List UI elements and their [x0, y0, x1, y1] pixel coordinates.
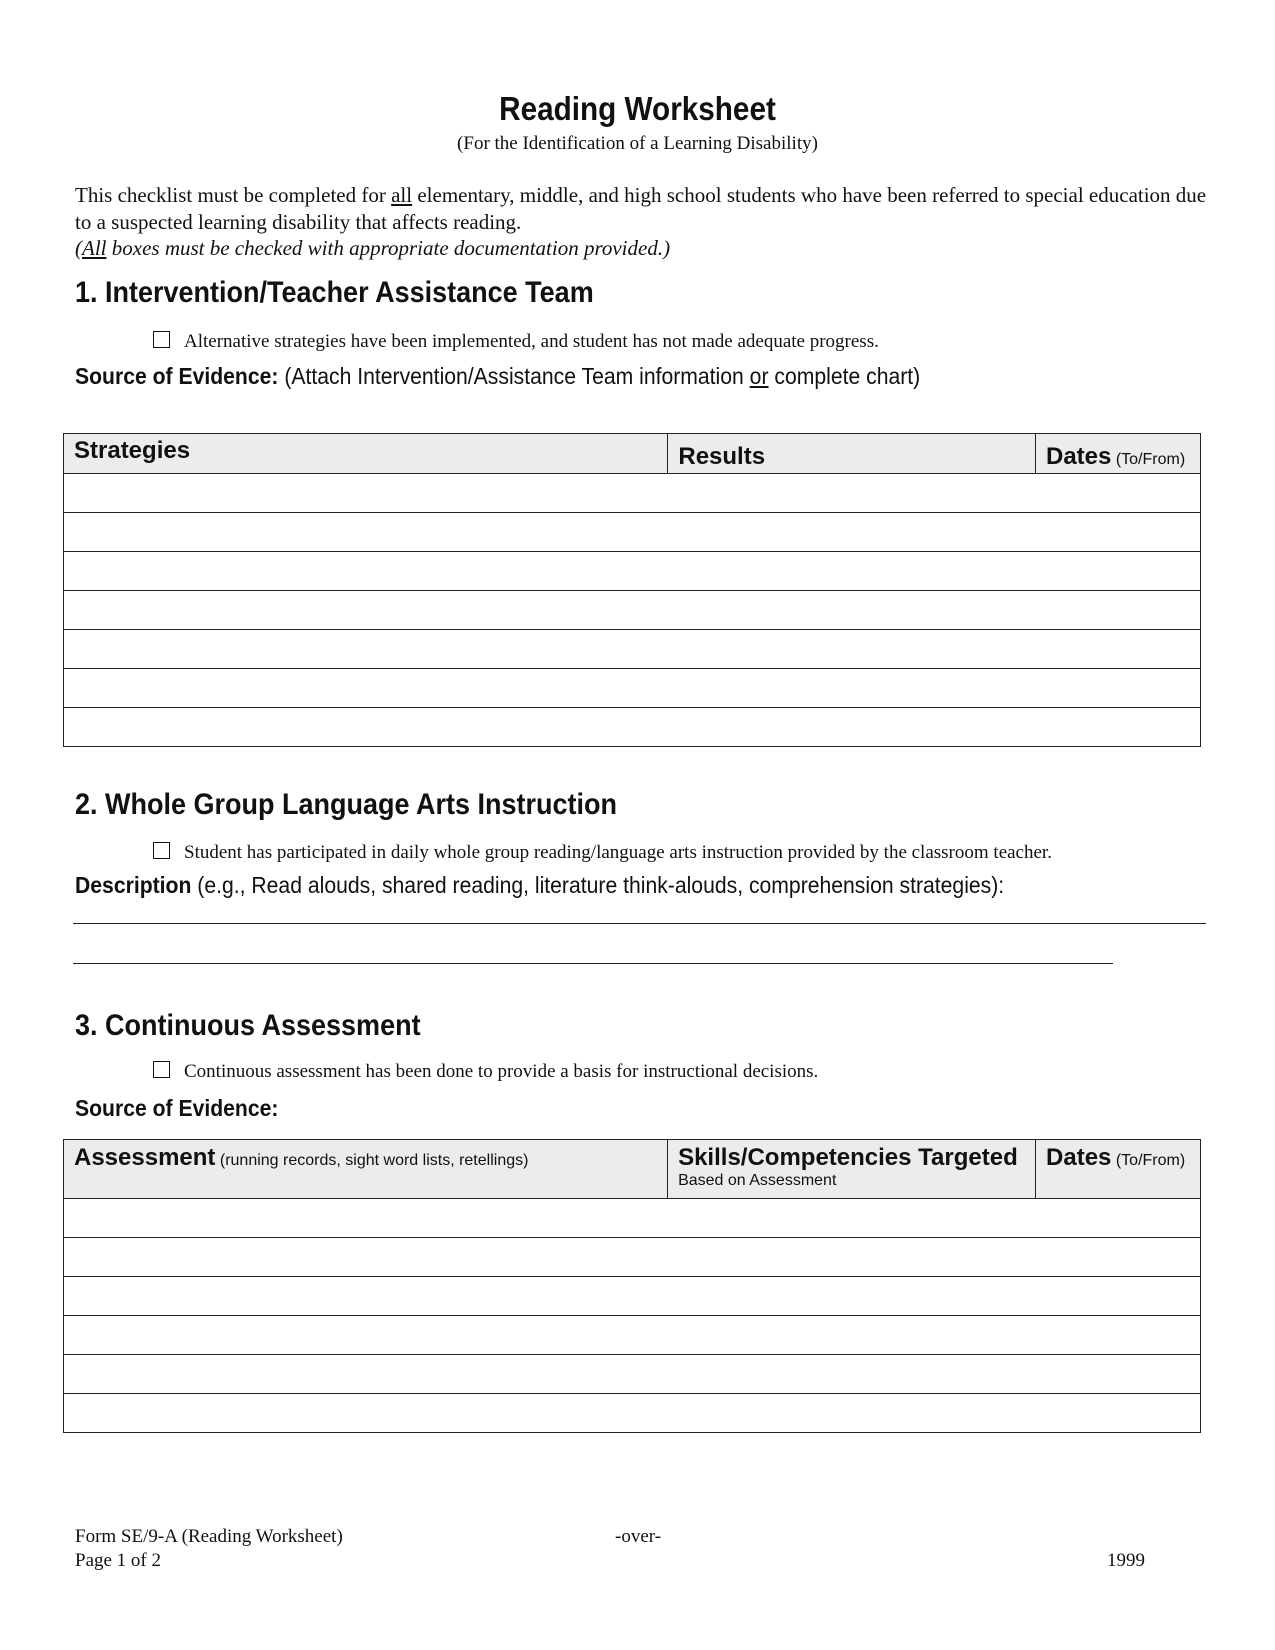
section2-heading: 2. Whole Group Language Arts Instruction	[75, 788, 618, 821]
table-cell[interactable]	[64, 708, 1201, 747]
note-open: (	[75, 236, 82, 260]
section1-evidence-or: or	[749, 363, 769, 389]
table-row	[64, 474, 1201, 513]
note-emphasis: All	[82, 236, 107, 260]
results-header: Results	[668, 434, 1036, 474]
intro-emphasis: all	[391, 183, 413, 207]
table-cell[interactable]	[64, 591, 1201, 630]
section3-checkbox[interactable]	[153, 1061, 170, 1078]
assessment-header: Assessment (running records, sight word lists, retellings)	[64, 1140, 668, 1199]
section3-checkbox-row	[153, 1061, 818, 1083]
section1-evidence-label: Source of Evidence:	[75, 363, 279, 389]
table-row	[64, 1238, 1201, 1277]
table-cell[interactable]	[64, 552, 1201, 591]
table-row	[64, 513, 1201, 552]
table-cell[interactable]	[64, 1199, 1201, 1238]
note-rest: boxes must be checked with appropriate documentation provided.)	[106, 236, 671, 260]
section1-evidence-text: (Attach Intervention/Assistance Team information	[278, 363, 750, 389]
assessment-table	[63, 1139, 1201, 1433]
table-cell[interactable]	[64, 1355, 1201, 1394]
table-cell[interactable]	[64, 474, 1201, 513]
table-cell[interactable]	[64, 630, 1201, 669]
table-cell[interactable]	[64, 1277, 1201, 1316]
section2-description	[75, 872, 1004, 899]
table-cell[interactable]	[64, 1316, 1201, 1355]
dates-header: Dates (To/From)	[1036, 434, 1201, 474]
footer-over: -over-	[615, 1526, 662, 1547]
table-cell[interactable]	[64, 1394, 1201, 1433]
table-cell[interactable]	[64, 669, 1201, 708]
intro-paragraph	[75, 182, 1215, 236]
dates-header: Dates (To/From)	[1036, 1140, 1201, 1199]
section3-heading: 3. Continuous Assessment	[75, 1009, 421, 1042]
table-row	[64, 552, 1201, 591]
page-title: Reading Worksheet	[499, 90, 776, 127]
table-row	[64, 591, 1201, 630]
section2-checkbox-label: Student has participated in daily whole group reading/language arts instruction provided by the classroom teacher.	[184, 842, 1052, 863]
footer-left	[75, 1525, 343, 1573]
description-line-2[interactable]	[73, 963, 1113, 964]
table-row	[64, 1277, 1201, 1316]
intro-text-after: elementary, middle, and high school students who have been referred to special education due to a suspected learning disability that affects reading.	[75, 183, 1207, 234]
table-row	[64, 1355, 1201, 1394]
footer-form-id: Form SE/9-A (Reading Worksheet)	[75, 1526, 343, 1547]
table-row	[64, 1199, 1201, 1238]
description-line-1[interactable]	[73, 923, 1206, 924]
section1-heading: 1. Intervention/Teacher Assistance Team	[75, 276, 594, 309]
intro-text-before: This checklist must be completed for	[75, 183, 392, 207]
strategies-header: Strategies	[64, 434, 668, 474]
section1-evidence	[75, 363, 920, 390]
section3-checkbox-label: Continuous assessment has been done to provide a basis for instructional decisions.	[184, 1061, 819, 1082]
table-row	[64, 669, 1201, 708]
section1-checkbox-label: Alternative strategies have been implemented, and student has not made adequate progress.	[184, 331, 879, 352]
section2-checkbox[interactable]	[153, 842, 170, 859]
section2-description-label: Description	[75, 872, 192, 898]
table-cell[interactable]	[64, 1238, 1201, 1277]
intro-note	[75, 236, 670, 261]
strategies-table	[63, 433, 1201, 747]
section2-checkbox-row	[153, 842, 1052, 864]
section2-description-text: (e.g., Read alouds, shared reading, literature think-alouds, comprehension strategies):	[191, 872, 1005, 898]
section1-checkbox[interactable]	[153, 331, 170, 348]
footer-page-number: Page 1 of 2	[75, 1550, 162, 1571]
table-row	[64, 1394, 1201, 1433]
page-subtitle: (For the Identification of a Learning Disability)	[457, 133, 818, 154]
skills-header: Skills/Competencies Targeted Based on Assessment	[668, 1140, 1036, 1199]
footer-year: 1999	[1107, 1550, 1145, 1571]
table-cell[interactable]	[64, 513, 1201, 552]
table-row	[64, 708, 1201, 747]
section1-checkbox-row	[153, 331, 879, 353]
section1-evidence-text-after: complete chart)	[768, 363, 921, 389]
table-row	[64, 630, 1201, 669]
section3-evidence-label: Source of Evidence:	[75, 1095, 279, 1121]
table-row	[64, 1316, 1201, 1355]
